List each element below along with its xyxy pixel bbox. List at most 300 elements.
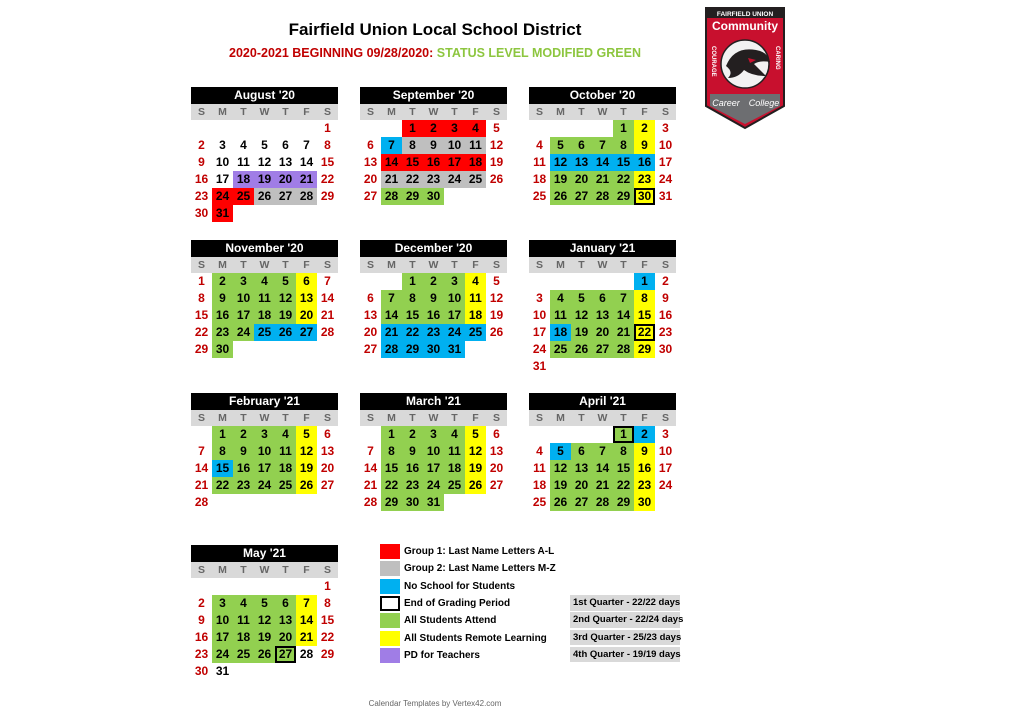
day-cell: 1 — [613, 426, 634, 443]
day-cell: 11 — [465, 290, 486, 307]
day-cell: 2 — [423, 120, 444, 137]
day-cell: 12 — [489, 138, 504, 152]
day-cell: 26 — [489, 172, 504, 186]
weekday-header: M — [381, 410, 402, 426]
day-cell: 3 — [662, 427, 669, 441]
weekday-header: W — [254, 104, 275, 120]
weekday-header: T — [402, 410, 423, 426]
day-cell: 4 — [465, 273, 486, 290]
day-cell: 29 — [402, 188, 423, 205]
day-cell: 15 — [402, 154, 423, 171]
legend-item — [380, 560, 570, 577]
day-cell: 18 — [532, 478, 547, 492]
legend-label: All Students Attend — [404, 615, 497, 627]
day-cell: 28 — [363, 495, 378, 509]
day-cell: 15 — [402, 307, 423, 324]
day-cell: 17 — [254, 460, 275, 477]
day-cell: 6 — [571, 137, 592, 154]
day-cell: 5 — [296, 426, 317, 443]
day-cell: 4 — [240, 138, 247, 152]
weekday-header: W — [254, 562, 275, 578]
weekday-header: T — [444, 410, 465, 426]
quarter-row: 3rd Quarter - 25/23 days — [570, 630, 680, 646]
month-title: November '20 — [191, 240, 338, 257]
subtitle-date-text: 2020-2021 BEGINNING 09/28/2020: — [229, 46, 434, 60]
day-cell: 24 — [532, 342, 547, 356]
day-cell: 24 — [658, 478, 673, 492]
day-cell: 21 — [296, 171, 317, 188]
weekday-header: W — [254, 257, 275, 273]
day-cell: 22 — [320, 630, 335, 644]
logo-left-text: COURAGE — [710, 46, 716, 77]
empty-cell — [233, 578, 254, 595]
day-cell: 7 — [381, 137, 402, 154]
quarter-row: 2nd Quarter - 22/24 days — [570, 612, 680, 628]
day-cell: 10 — [658, 444, 673, 458]
month-calendar — [191, 240, 338, 358]
weekday-header: T — [402, 104, 423, 120]
day-cell: 23 — [194, 647, 209, 661]
month-calendar — [360, 240, 507, 358]
day-cell: 22 — [634, 324, 655, 341]
day-cell: 18 — [465, 307, 486, 324]
day-cell: 28 — [381, 188, 402, 205]
month-grid — [191, 104, 338, 222]
weekday-header: M — [212, 410, 233, 426]
day-cell: 27 — [363, 342, 378, 356]
day-cell: 13 — [275, 612, 296, 629]
month-grid — [529, 410, 676, 511]
day-cell: 1 — [198, 274, 205, 288]
day-cell: 31 — [532, 359, 547, 373]
day-cell: 27 — [592, 341, 613, 358]
day-cell: 3 — [444, 273, 465, 290]
day-cell: 26 — [296, 477, 317, 494]
day-cell: 27 — [571, 494, 592, 511]
day-cell: 29 — [402, 341, 423, 358]
day-cell: 13 — [489, 444, 504, 458]
day-cell: 26 — [254, 188, 275, 205]
day-cell: 20 — [363, 325, 378, 339]
day-cell: 21 — [194, 478, 209, 492]
day-cell: 26 — [465, 477, 486, 494]
day-cell: 16 — [634, 154, 655, 171]
day-cell: 19 — [254, 629, 275, 646]
day-cell: 14 — [381, 154, 402, 171]
weekday-header: S — [655, 410, 676, 426]
day-cell: 7 — [592, 137, 613, 154]
day-cell: 23 — [658, 325, 673, 339]
weekday-header: M — [550, 257, 571, 273]
weekday-header: F — [296, 410, 317, 426]
empty-cell — [592, 426, 613, 443]
day-cell: 29 — [320, 189, 335, 203]
day-cell: 10 — [215, 155, 230, 169]
day-cell: 14 — [299, 155, 314, 169]
day-cell: 6 — [324, 427, 331, 441]
month-grid — [191, 257, 338, 358]
weekday-header: S — [317, 562, 338, 578]
weekday-header: S — [191, 257, 212, 273]
day-cell: 20 — [571, 171, 592, 188]
day-cell: 22 — [212, 477, 233, 494]
day-cell: 16 — [194, 172, 209, 186]
day-cell: 15 — [381, 460, 402, 477]
day-cell: 29 — [320, 647, 335, 661]
day-cell: 2 — [423, 273, 444, 290]
day-cell: 2 — [198, 138, 205, 152]
weekday-header: M — [381, 257, 402, 273]
day-cell: 9 — [423, 290, 444, 307]
day-cell: 30 — [402, 494, 423, 511]
empty-cell — [592, 120, 613, 137]
day-cell: 8 — [381, 443, 402, 460]
day-cell: 11 — [465, 137, 486, 154]
day-cell: 12 — [465, 443, 486, 460]
weekday-header: T — [571, 410, 592, 426]
day-cell: 8 — [634, 290, 655, 307]
empty-cell — [254, 578, 275, 595]
month-title: May '21 — [191, 545, 338, 562]
day-cell: 21 — [381, 324, 402, 341]
day-cell: 21 — [613, 324, 634, 341]
day-cell: 5 — [493, 121, 500, 135]
day-cell: 22 — [320, 172, 335, 186]
day-cell: 24 — [444, 171, 465, 188]
legend-swatch — [380, 544, 400, 559]
day-cell: 15 — [613, 154, 634, 171]
day-cell: 22 — [194, 325, 209, 339]
weekday-header: S — [317, 257, 338, 273]
day-cell: 3 — [423, 426, 444, 443]
day-cell: 28 — [299, 647, 314, 661]
empty-cell — [360, 120, 381, 137]
weekday-header: F — [296, 257, 317, 273]
day-cell: 19 — [550, 171, 571, 188]
day-cell: 30 — [658, 342, 673, 356]
day-cell: 20 — [489, 461, 504, 475]
day-cell: 12 — [550, 154, 571, 171]
day-cell: 5 — [275, 273, 296, 290]
empty-cell — [212, 578, 233, 595]
day-cell: 30 — [634, 494, 655, 511]
weekday-header: T — [613, 257, 634, 273]
day-cell: 23 — [233, 477, 254, 494]
quarter-row: 1st Quarter - 22/22 days — [570, 595, 680, 611]
empty-cell — [191, 578, 212, 595]
weekday-header: T — [402, 257, 423, 273]
empty-cell — [381, 273, 402, 290]
day-cell: 14 — [296, 612, 317, 629]
day-cell: 18 — [254, 307, 275, 324]
day-cell: 27 — [363, 189, 378, 203]
weekday-header: S — [529, 104, 550, 120]
footer-credit: Calendar Templates by Vertex42.com — [368, 699, 502, 708]
day-cell: 14 — [381, 307, 402, 324]
month-calendar — [529, 87, 676, 205]
weekday-header: S — [529, 257, 550, 273]
empty-cell — [254, 120, 275, 137]
day-cell: 28 — [381, 341, 402, 358]
weekday-header: T — [444, 104, 465, 120]
month-title: April '21 — [529, 393, 676, 410]
day-cell: 27 — [571, 188, 592, 205]
empty-cell — [360, 426, 381, 443]
day-cell: 27 — [275, 646, 296, 663]
day-cell: 17 — [532, 325, 547, 339]
day-cell: 1 — [212, 426, 233, 443]
weekday-header: M — [381, 104, 402, 120]
legend-swatch — [380, 579, 400, 594]
legend-item — [380, 647, 570, 664]
day-cell: 14 — [363, 461, 378, 475]
logo-bottom-right-text: College — [748, 98, 780, 108]
month-calendar — [191, 87, 338, 222]
day-cell: 23 — [634, 477, 655, 494]
day-cell: 4 — [275, 426, 296, 443]
day-cell: 13 — [296, 290, 317, 307]
empty-cell — [529, 273, 550, 290]
weekday-header: W — [592, 104, 613, 120]
day-cell: 30 — [194, 664, 209, 678]
day-cell: 3 — [536, 291, 543, 305]
day-cell: 9 — [233, 443, 254, 460]
empty-cell — [191, 426, 212, 443]
day-cell: 10 — [423, 443, 444, 460]
month-grid — [360, 104, 507, 205]
day-cell: 12 — [254, 612, 275, 629]
day-cell: 30 — [194, 206, 209, 220]
day-cell: 21 — [592, 477, 613, 494]
day-cell: 14 — [592, 460, 613, 477]
day-cell: 17 — [215, 172, 230, 186]
day-cell: 6 — [367, 291, 374, 305]
day-cell: 6 — [571, 443, 592, 460]
legend-item — [380, 629, 570, 646]
weekday-header: S — [191, 104, 212, 120]
weekday-header: T — [613, 104, 634, 120]
day-cell: 10 — [444, 290, 465, 307]
weekday-header: M — [212, 257, 233, 273]
logo-banner-text: Community — [712, 19, 778, 33]
quarter-row: 4th Quarter - 19/19 days — [570, 647, 680, 663]
day-cell: 30 — [423, 341, 444, 358]
weekday-header: M — [550, 410, 571, 426]
day-cell: 7 — [198, 444, 205, 458]
day-cell: 21 — [363, 478, 378, 492]
day-cell: 26 — [254, 646, 275, 663]
weekday-header: S — [486, 104, 507, 120]
day-cell: 26 — [275, 324, 296, 341]
weekday-header: T — [275, 410, 296, 426]
day-cell: 31 — [444, 341, 465, 358]
day-cell: 19 — [296, 460, 317, 477]
day-cell: 27 — [296, 324, 317, 341]
day-cell: 17 — [444, 154, 465, 171]
weekday-header: S — [655, 257, 676, 273]
weekday-header: W — [592, 410, 613, 426]
day-cell: 25 — [532, 495, 547, 509]
day-cell: 14 — [320, 291, 335, 305]
day-cell: 23 — [423, 324, 444, 341]
day-cell: 20 — [275, 629, 296, 646]
day-cell: 13 — [571, 460, 592, 477]
day-cell: 6 — [282, 138, 289, 152]
day-cell: 24 — [212, 646, 233, 663]
day-cell: 16 — [423, 154, 444, 171]
month-title: January '21 — [529, 240, 676, 257]
day-cell: 2 — [233, 426, 254, 443]
legend-label: PD for Teachers — [404, 649, 480, 661]
empty-cell — [613, 273, 634, 290]
day-cell: 20 — [296, 307, 317, 324]
day-cell: 25 — [275, 477, 296, 494]
weekday-header: S — [360, 104, 381, 120]
day-cell: 25 — [550, 341, 571, 358]
empty-cell — [191, 120, 212, 137]
day-cell: 1 — [402, 273, 423, 290]
day-cell: 1 — [634, 273, 655, 290]
weekday-header: S — [486, 410, 507, 426]
day-cell: 15 — [212, 460, 233, 477]
weekday-header: T — [444, 257, 465, 273]
day-cell: 7 — [592, 443, 613, 460]
day-cell: 10 — [212, 612, 233, 629]
empty-cell — [381, 120, 402, 137]
day-cell: 10 — [254, 443, 275, 460]
empty-cell — [296, 578, 317, 595]
page-title: Fairfield Union Local School District — [288, 20, 582, 39]
day-cell: 6 — [592, 290, 613, 307]
month-calendar — [191, 545, 338, 680]
day-cell: 13 — [363, 155, 378, 169]
day-cell: 22 — [613, 171, 634, 188]
day-cell: 16 — [634, 460, 655, 477]
day-cell: 16 — [212, 307, 233, 324]
day-cell: 8 — [613, 443, 634, 460]
weekday-header: S — [655, 104, 676, 120]
day-cell: 23 — [423, 171, 444, 188]
weekday-header: T — [233, 257, 254, 273]
day-cell: 15 — [320, 155, 335, 169]
month-title: February '21 — [191, 393, 338, 410]
legend-swatch — [380, 648, 400, 663]
day-cell: 30 — [212, 341, 233, 358]
day-cell: 10 — [658, 138, 673, 152]
day-cell: 5 — [493, 274, 500, 288]
legend-item — [380, 543, 570, 560]
day-cell: 3 — [233, 273, 254, 290]
day-cell: 19 — [550, 477, 571, 494]
weekday-header: T — [275, 104, 296, 120]
day-cell: 24 — [212, 188, 233, 205]
weekday-header: S — [486, 257, 507, 273]
day-cell: 23 — [212, 324, 233, 341]
day-cell: 7 — [613, 290, 634, 307]
day-cell: 2 — [662, 274, 669, 288]
day-cell: 25 — [233, 188, 254, 205]
legend-swatch — [380, 631, 400, 646]
day-cell: 22 — [402, 171, 423, 188]
weekday-header: T — [571, 104, 592, 120]
day-cell: 22 — [613, 477, 634, 494]
day-cell: 18 — [532, 172, 547, 186]
empty-cell — [550, 273, 571, 290]
day-cell: 4 — [233, 595, 254, 612]
day-cell: 27 — [320, 478, 335, 492]
month-grid — [360, 257, 507, 358]
day-cell: 12 — [257, 155, 272, 169]
legend-swatch — [380, 596, 400, 611]
day-cell: 23 — [634, 171, 655, 188]
quarter-summary — [570, 595, 684, 664]
day-cell: 31 — [215, 664, 230, 678]
day-cell: 11 — [533, 461, 546, 475]
empty-cell — [275, 120, 296, 137]
day-cell: 15 — [194, 308, 209, 322]
day-cell: 8 — [198, 291, 205, 305]
day-cell: 18 — [550, 324, 571, 341]
day-cell: 13 — [320, 444, 335, 458]
day-cell: 21 — [296, 629, 317, 646]
day-cell: 12 — [571, 307, 592, 324]
day-cell: 1 — [324, 121, 331, 135]
day-cell: 1 — [402, 120, 423, 137]
day-cell: 2 — [634, 120, 655, 137]
day-cell: 9 — [198, 613, 205, 627]
day-cell: 11 — [444, 443, 465, 460]
month-title: September '20 — [360, 87, 507, 104]
day-cell: 29 — [381, 494, 402, 511]
day-cell: 27 — [489, 478, 504, 492]
day-cell: 11 — [237, 155, 250, 169]
weekday-header: M — [550, 104, 571, 120]
month-grid — [191, 562, 338, 680]
day-cell: 5 — [550, 443, 571, 460]
day-cell: 4 — [536, 444, 543, 458]
logo-bottom-left-text: Career — [712, 98, 740, 108]
day-cell: 20 — [363, 172, 378, 186]
day-cell: 24 — [254, 477, 275, 494]
weekday-header: T — [571, 257, 592, 273]
empty-cell — [550, 426, 571, 443]
day-cell: 7 — [303, 138, 310, 152]
day-cell: 30 — [423, 188, 444, 205]
day-cell: 29 — [194, 342, 209, 356]
day-cell: 28 — [296, 188, 317, 205]
day-cell: 4 — [444, 426, 465, 443]
day-cell: 27 — [275, 188, 296, 205]
day-cell: 19 — [489, 308, 504, 322]
day-cell: 11 — [550, 307, 571, 324]
day-cell: 5 — [254, 595, 275, 612]
day-cell: 28 — [613, 341, 634, 358]
day-cell: 22 — [381, 477, 402, 494]
month-calendar — [360, 393, 507, 511]
empty-cell — [571, 120, 592, 137]
day-cell: 4 — [465, 120, 486, 137]
day-cell: 7 — [324, 274, 331, 288]
empty-cell — [529, 120, 550, 137]
empty-cell — [571, 273, 592, 290]
day-cell: 19 — [571, 324, 592, 341]
day-cell: 7 — [296, 595, 317, 612]
weekday-header: T — [275, 257, 296, 273]
day-cell: 12 — [275, 290, 296, 307]
weekday-header: F — [634, 410, 655, 426]
day-cell: 25 — [254, 324, 275, 341]
day-cell: 12 — [550, 460, 571, 477]
